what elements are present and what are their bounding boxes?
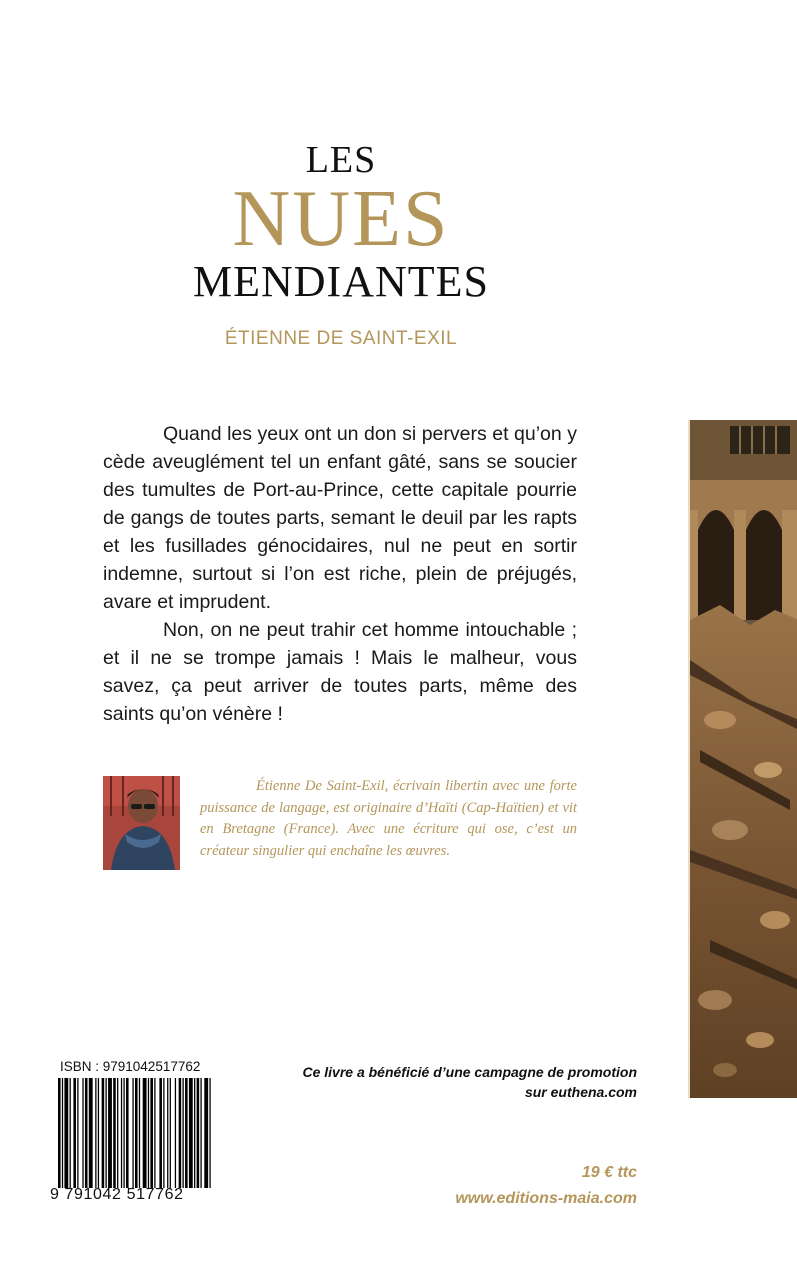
author-photo: [103, 776, 180, 870]
author-name: ÉTIENNE DE SAINT-EXIL: [224, 328, 458, 349]
isbn-label: ISBN : 9791042517762: [60, 1059, 201, 1074]
author-bio: [200, 776, 577, 862]
ruins-photo-strip: [688, 420, 797, 1098]
bio-text: Étienne De Saint-Exil, écrivain libertin avec une forte puissance de langage, est originaire d’Haïti (Cap-Haïtien) et vit en Bretagne (France). Avec une écriture qui ose, c’est un créateur singulier qui enchaîne les œuvres.: [200, 778, 577, 859]
publisher-website: www.editions-maia.com: [455, 1190, 637, 1207]
title-line-mendiantes: MENDIANTES: [193, 257, 489, 306]
promotion-notice: [270, 1062, 637, 1102]
title-block: [0, 140, 682, 350]
barcode-digits: 9 791042 517762: [50, 1186, 184, 1203]
title-line-les: LES: [305, 139, 377, 181]
price: 19 € ttc: [581, 1164, 637, 1181]
summary-paragraph-1: Quand les yeux ont un don si pervers et qu’on y cède aveuglément tel un enfant gâté, sans se soucier des tumultes de Port-au-Prince, cette capitale pourrie de gangs de toutes parts, semant le deuil par les rapts et les fusillades génocidaires, nul ne peut en sortir indemne, surtout si l’on est riche, plein de préjugés, avare et imprudent.: [103, 423, 577, 613]
title-line-nues: NUES: [232, 175, 450, 263]
barcode: [58, 1078, 212, 1188]
promotion-line-1: Ce livre a bénéficié d’une campagne de promotion: [302, 1064, 637, 1080]
back-cover-summary: [103, 420, 577, 728]
promotion-line-2: sur euthena.com: [524, 1084, 637, 1100]
summary-paragraph-2: Non, on ne peut trahir cet homme intouchable ; et il ne se trompe jamais ! Mais le malheur, vous savez, ça peut arriver de toutes parts, même des saints qu’on vénère !: [103, 619, 577, 725]
